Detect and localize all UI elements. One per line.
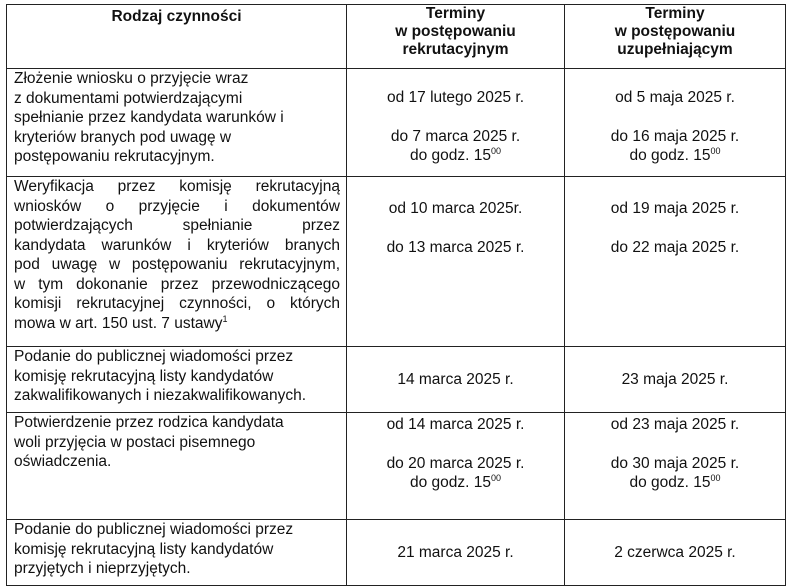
time-minutes: 00 [491,472,502,483]
date: 23 maja 2025 r. [621,370,729,388]
description-line: z dokumentami potwierdzającymi [14,89,243,107]
date: 2 czerwca 2025 r. [614,543,736,561]
description-line: Podanie do publicznej wiadomości przez [14,348,294,365]
description-line: pod uwagę w postępowaniu rekrutacyjnym, [14,256,340,273]
table-row [7,69,786,177]
description-line: komisję rekrutacyjną listy kandydatów [14,367,274,385]
date-to: do 20 marca 2025 r. [386,454,525,472]
time-minutes: 00 [491,145,502,156]
description-line: kryteriów branych pod uwagę w [14,128,232,146]
description-line: postępowaniu rekrutacyjnym. [14,148,215,165]
recruitment-dates [347,69,565,177]
supplementary-dates [565,177,786,347]
date-to: do 16 maja 2025 r. [610,127,740,145]
supplementary-dates [565,520,786,586]
date-to: do 30 maja 2025 r. [610,454,740,472]
activity-description [7,520,347,586]
description-line: komisję rekrutacyjną listy kandydatów [14,540,274,558]
table-row [7,520,786,586]
description-line: spełnianie przez kandydata warunków i [14,109,284,126]
description-line: Podanie do publicznej wiadomości przez [14,521,294,538]
date-from: od 23 maja 2025 r. [610,416,740,433]
recruitment-dates [347,347,565,413]
activity-description [7,69,347,177]
date-to: do 22 maja 2025 r. [610,238,740,256]
description-line: Potwierdzenie przez rodzica kandydata [14,414,284,431]
description-line: Złożenie wniosku o przyjęcie wraz [14,70,249,87]
header-recruitment-line: Terminy [425,5,486,22]
date-to: do 7 marca 2025 r. [390,127,521,145]
footnote-ref: 1 [222,313,228,324]
activity-description [7,413,347,520]
supplementary-dates [565,69,786,177]
time-minutes: 00 [710,145,721,156]
date-from: od 14 marca 2025 r. [386,416,525,433]
description-line: oświadczenia. [14,453,112,470]
description-line: kandydata warunków i kryteriów branych [14,236,340,254]
time-minutes: 00 [710,472,721,483]
date-from: od 10 marca 2025r. [388,200,523,217]
description-line: w tym dokonanie przez przewodniczącego [14,275,340,293]
table-row [7,413,786,520]
description-line: potwierdzających spełnianie przez [14,217,340,234]
header-supplementary-deadlines [565,5,786,69]
date-from: od 19 maja 2025 r. [610,200,740,217]
date: 21 marca 2025 r. [397,543,514,561]
header-recruitment-line: rekrutacyjnym [402,41,509,58]
supplementary-dates [565,347,786,413]
deadline-time: do godz. $15^{00}$ [409,145,502,164]
description-line: zakwalifikowanych i niezakwalifikowanych. [14,387,307,404]
activity-description [7,177,347,347]
table-row [7,177,786,347]
description-line: komisji rekrutacyjnej czynności, o których [14,295,340,312]
recruitment-dates [347,413,565,520]
description-line: woli przyjęcia w postaci pisemnego [14,433,256,451]
header-supplementary-line: uzupełniającym [617,41,733,58]
recruitment-dates [347,520,565,586]
deadline-time: do godz. $15^{00}$ [629,145,721,164]
header-activity-type: Rodzaj czynności [7,5,347,69]
table-row [7,347,786,413]
recruitment-dates [347,177,565,347]
header-recruitment-line: w postępowaniu [395,23,516,40]
header-recruitment-deadlines [347,5,565,69]
header-supplementary-line: w postępowaniu [614,23,736,40]
date-from: od 17 lutego 2025 r. [386,89,525,106]
description-line: Weryfikacja przez komisję rekrutacyjną [14,178,340,195]
description-line: wniosków o przyjęcie i dokumentów [14,197,340,215]
deadline-time: do godz. $15^{00}$ [409,472,502,491]
header-supplementary-line: Terminy [645,5,705,22]
schedule-table [6,4,786,586]
deadline-time: do godz. $15^{00}$ [629,472,721,491]
activity-description [7,347,347,413]
description-line: mowa w art. 150 ust. 7 ustawy$^1$ [14,313,228,332]
date-from: od 5 maja 2025 r. [615,89,735,106]
date-to: do 13 marca 2025 r. [386,238,525,256]
description-line: przyjętych i nieprzyjętych. [14,560,191,577]
header-row [7,5,786,69]
supplementary-dates [565,413,786,520]
date: 14 marca 2025 r. [397,370,514,388]
